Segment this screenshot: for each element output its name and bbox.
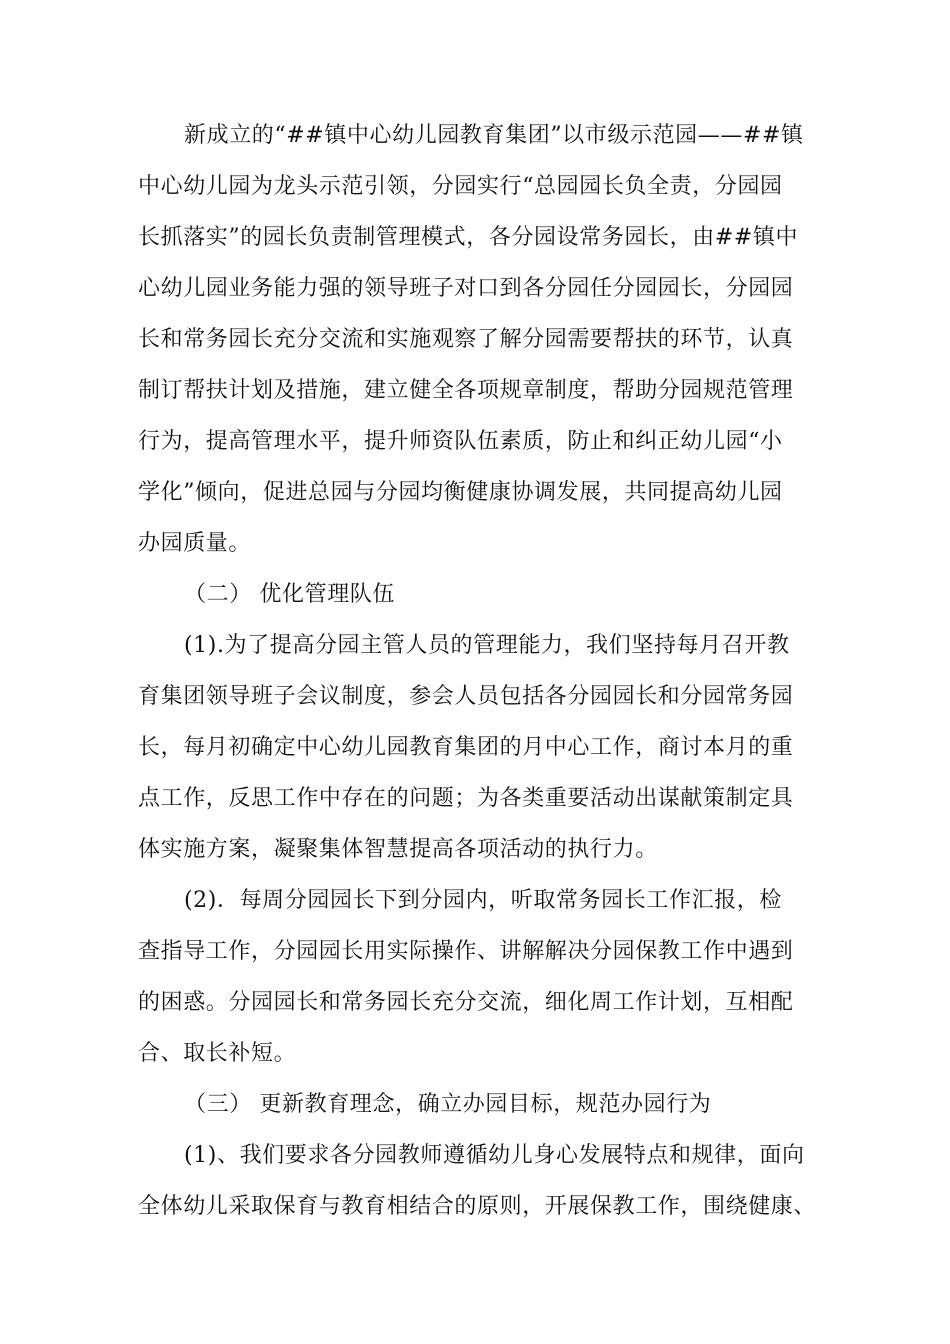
text-line: 点工作，反思工作中存在的问题；为各类重要活动出谋献策制定具	[138, 786, 794, 811]
text-line: 学化”倾向，促进总园与分园均衡健康协调发展，共同提高幼儿园	[138, 480, 783, 505]
text-line: 行为，提高管理水平，提升师资队伍素质，防止和纠正幼儿园“小	[138, 429, 783, 454]
text-line: (2)．每周分园园长下到分园内，听取常务园长工作汇报，检	[184, 888, 782, 913]
text-line: 全体幼儿采取保育与教育相结合的原则，开展保教工作，围绕健康、	[138, 1194, 817, 1219]
text-line: 中心幼儿园为龙头示范引领，分园实行“总园园长负全责，分园园	[138, 174, 783, 199]
section-heading: （三） 更新教育理念，确立办园目标，规范办园行为	[184, 1092, 712, 1117]
text-line: 长抓落实”的园长负责制管理模式，各分园设常务园长，由##镇中	[138, 225, 799, 250]
text-line: 体实施方案，凝聚集体智慧提高各项活动的执行力。	[138, 837, 658, 862]
text-line: 合、取长补短。	[138, 1041, 297, 1066]
text-line: 长，每月初确定中心幼儿园教育集团的月中心工作，商讨本月的重	[138, 735, 794, 760]
section-heading: （二） 优化管理队伍	[184, 582, 395, 607]
text-line: 的困惑。分园园长和常务园长充分交流，细化周工作计划，互相配	[138, 990, 794, 1015]
text-line: 长和常务园长充分交流和实施观察了解分园需要帮扶的环节，认真	[138, 327, 794, 352]
text-line: (1)、我们要求各分园教师遵循幼儿身心发展特点和规律，面向	[184, 1143, 805, 1168]
text-line: 新成立的“##镇中心幼儿园教育集团”以市级示范园——##镇	[184, 123, 804, 148]
text-line: 育集团领导班子会议制度，参会人员包括各分园园长和分园常务园	[138, 684, 794, 709]
text-line: 办园质量。	[138, 531, 252, 556]
text-line: 制订帮扶计划及措施，建立健全各项规章制度，帮助分园规范管理	[138, 378, 794, 403]
text-line: (1).为了提高分园主管人员的管理能力，我们坚持每月召开教	[184, 633, 790, 658]
text-line: 查指导工作，分园园长用实际操作、讲解解决分园保教工作中遇到	[138, 939, 794, 964]
text-line: 心幼儿园业务能力强的领导班子对口到各分园任分园园长，分园园	[138, 276, 794, 301]
